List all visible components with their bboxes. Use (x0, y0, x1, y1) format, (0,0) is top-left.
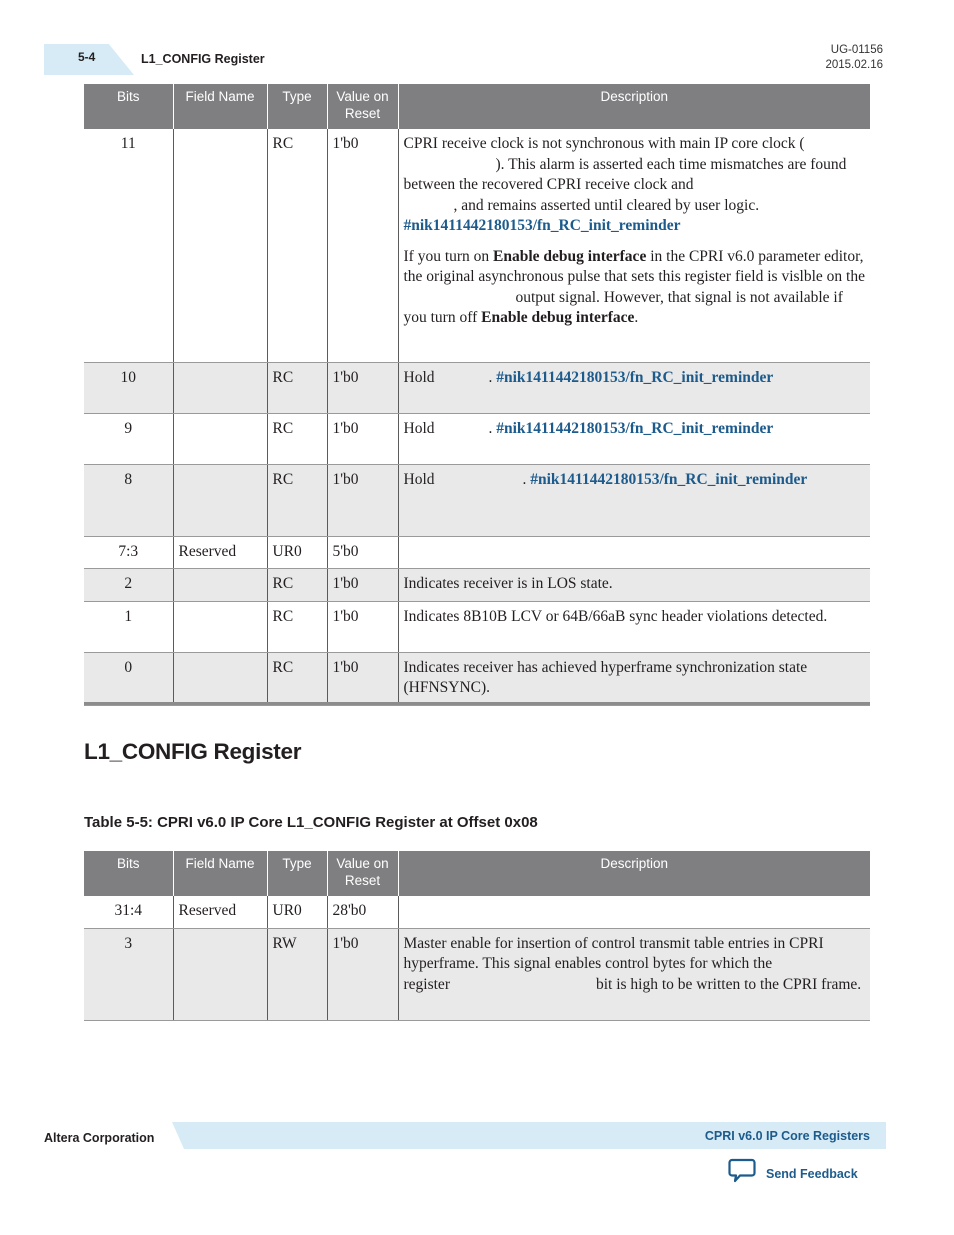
cell-field (173, 569, 267, 602)
cell-description (398, 464, 870, 536)
desc-text: Hold (403, 470, 435, 488)
table-row (84, 536, 870, 569)
l1-config-register-table (84, 851, 870, 1021)
table-row (84, 569, 870, 602)
cell-reset: 5'b0 (327, 536, 398, 569)
table-row (84, 896, 870, 928)
cell-bits: 3 (84, 928, 173, 1020)
cell-bits: 10 (84, 362, 173, 413)
col-field-name: Field Name (173, 851, 267, 896)
cell-field (173, 601, 267, 652)
section-title: L1_CONFIG Register (84, 739, 302, 764)
cell-description: Indicates 8B10B LCV or 64B/66aB sync header violations detected. (398, 601, 870, 652)
desc-text: bit is high to be written to the CPRI frame. (595, 975, 862, 993)
desc-text: CPRI receive clock is not synchronous with main IP core clock ( (403, 135, 805, 152)
doc-date: 2015.02.16 (825, 59, 883, 71)
cell-reset: 1'b0 (327, 601, 398, 652)
cell-bits: 8 (84, 464, 173, 536)
table-row (84, 129, 870, 362)
col-reset: Value on Reset (327, 84, 398, 129)
cell-bits: 2 (84, 569, 173, 602)
cell-bits: 1 (84, 601, 173, 652)
table-header-row (84, 84, 870, 129)
col-bits: Bits (84, 84, 173, 129)
cell-type: RC (267, 601, 327, 652)
desc-text: . (634, 309, 639, 326)
desc-bold: Enable debug interface (493, 247, 647, 265)
cell-reset: 28'b0 (327, 896, 398, 928)
cell-field (173, 928, 267, 1020)
cell-reset: 1'b0 (327, 464, 398, 536)
doc-id: UG-01156 (830, 44, 883, 56)
cell-type: RC (267, 652, 327, 705)
desc-text: Hold (403, 419, 435, 437)
desc-text: in the CPRI v6.0 parameter editor, the original asynchronous pulse that sets this register field is vislble on the (403, 247, 865, 285)
cell-type: RC (267, 129, 327, 362)
send-feedback-button[interactable] (728, 1158, 858, 1189)
table-end-rule (84, 702, 870, 705)
table-row (84, 601, 870, 652)
cell-field (173, 362, 267, 413)
cell-description: Indicates receiver is in LOS state. (398, 569, 870, 602)
cell-field: Reserved (173, 536, 267, 569)
cell-bits: 11 (84, 129, 173, 362)
description-paragraph (404, 247, 866, 329)
desc-text: . (488, 368, 497, 386)
send-feedback-label: Send Feedback (766, 1166, 858, 1181)
cell-field: Reserved (173, 896, 267, 928)
desc-text: Hold (403, 368, 435, 386)
cell-type: UR0 (267, 536, 327, 569)
desc-text: If you turn on (403, 247, 494, 265)
cell-type: RC (267, 413, 327, 464)
cell-description (398, 928, 870, 1020)
cell-type: RC (267, 362, 327, 413)
footnote-link[interactable]: #nik1411442180153/fn_RC_init_reminder (496, 419, 774, 437)
description-paragraph (404, 134, 866, 237)
cell-type: UR0 (267, 896, 327, 928)
desc-text: output signal. However, that signal is not available if you turn off (403, 288, 843, 326)
cell-field (173, 129, 267, 362)
col-description: Description (398, 84, 870, 129)
cell-type: RC (267, 569, 327, 602)
col-description: Description (398, 851, 870, 896)
cell-bits: 7:3 (84, 536, 173, 569)
cell-reset: 1'b0 (327, 129, 398, 362)
cell-bits: 31:4 (84, 896, 173, 928)
cell-field (173, 464, 267, 536)
cell-description (398, 129, 870, 362)
register-table-continued (84, 84, 870, 706)
desc-text: , and remains asserted until cleared by user logic. (453, 196, 760, 214)
footnote-link[interactable]: #nik1411442180153/fn_RC_init_reminder (530, 470, 808, 488)
desc-text: ). This alarm is asserted each time mismatches are found between the recovered CPRI receive clock and (403, 155, 847, 193)
speech-bubble-icon (728, 1158, 756, 1189)
desc-text: . (522, 470, 531, 488)
col-type: Type (267, 851, 327, 896)
cell-reset: 1'b0 (327, 413, 398, 464)
cell-reset: 1'b0 (327, 362, 398, 413)
cell-type: RC (267, 464, 327, 536)
cell-reset: 1'b0 (327, 652, 398, 705)
cell-reset: 1'b0 (327, 569, 398, 602)
footnote-link[interactable]: #nik1411442180153/fn_RC_init_reminder (496, 368, 774, 386)
col-field-name: Field Name (173, 84, 267, 129)
col-type: Type (267, 84, 327, 129)
table-row (84, 413, 870, 464)
doc-info (825, 43, 883, 73)
table-row (84, 362, 870, 413)
cell-type: RW (267, 928, 327, 1020)
cell-description (398, 413, 870, 464)
desc-text: register (403, 975, 450, 993)
footer-company: Altera Corporation (44, 1131, 155, 1145)
cell-bits: 9 (84, 413, 173, 464)
table-caption: Table 5-5: CPRI v6.0 IP Core L1_CONFIG Register at Offset 0x08 (84, 814, 538, 831)
desc-bold: Enable debug interface (481, 309, 635, 326)
cell-description (398, 362, 870, 413)
page-number: 5-4 (78, 50, 96, 64)
cell-description: Indicates receiver has achieved hyperframe synchronization state (HFNSYNC). (398, 652, 870, 705)
table-row (84, 464, 870, 536)
desc-text: . (488, 419, 497, 437)
footer-section-link[interactable]: CPRI v6.0 IP Core Registers (704, 1129, 870, 1143)
footnote-link[interactable]: #nik1411442180153/fn_RC_init_reminder (403, 217, 681, 234)
table-row (84, 652, 870, 705)
cell-description (398, 536, 870, 569)
cell-reset: 1'b0 (327, 928, 398, 1020)
col-reset: Value on Reset (327, 851, 398, 896)
col-bits: Bits (84, 851, 173, 896)
cell-field (173, 652, 267, 705)
cell-bits: 0 (84, 652, 173, 705)
running-title: L1_CONFIG Register (141, 52, 265, 66)
desc-text: Master enable for insertion of control transmit table entries in CPRI hyperframe. This signal enables control bytes for which the (403, 934, 824, 972)
table-row (84, 928, 870, 1020)
cell-field (173, 413, 267, 464)
cell-description (398, 896, 870, 928)
table-header-row (84, 851, 870, 896)
